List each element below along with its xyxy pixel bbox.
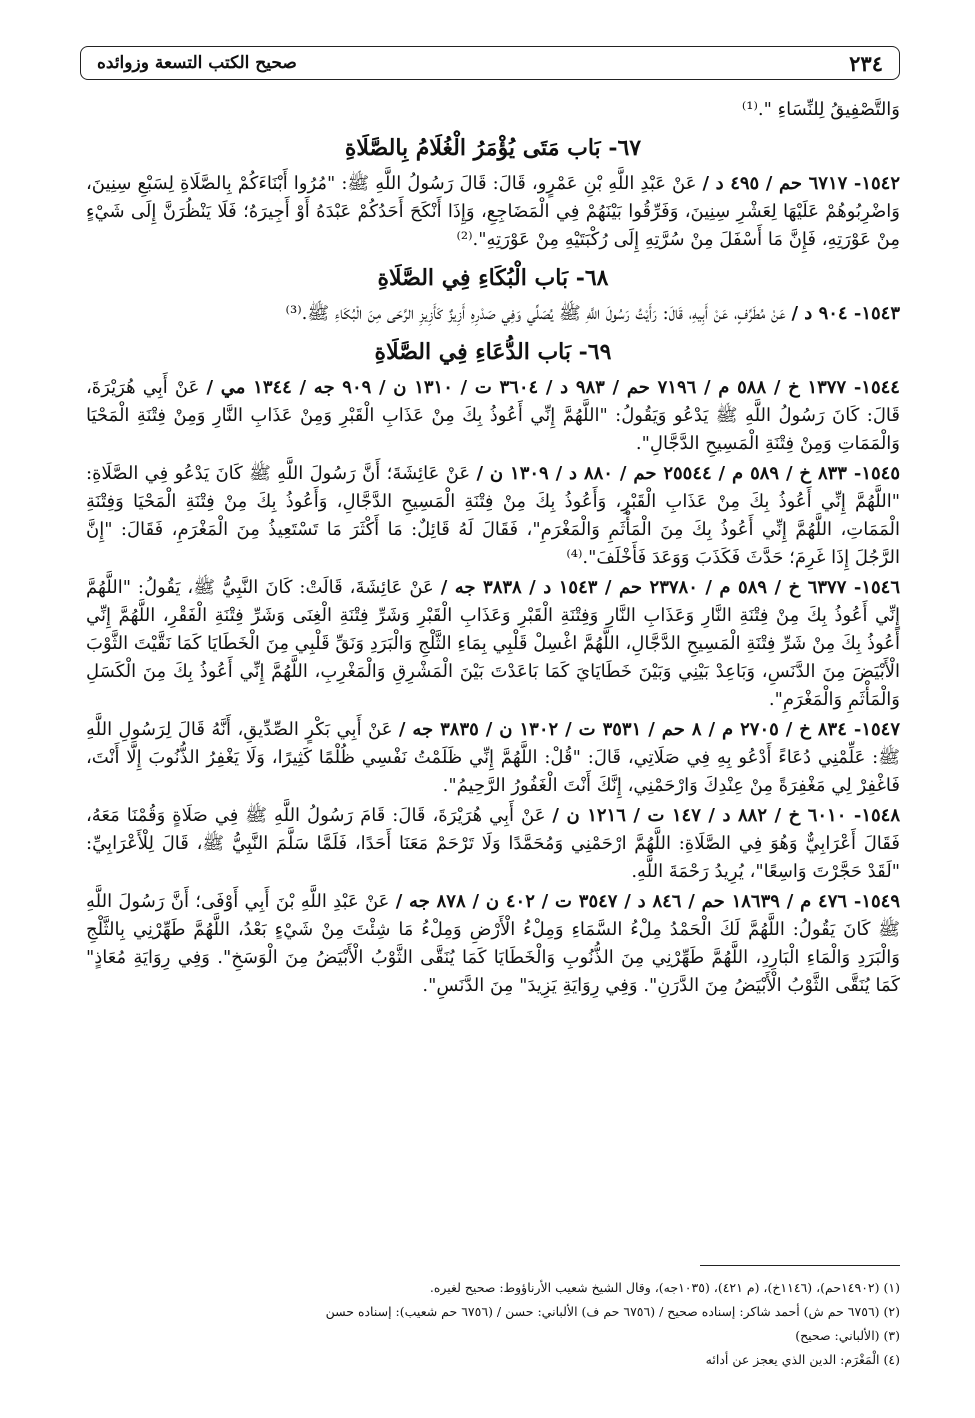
hadith-1545-ref: ١٥٤٥- ٨٣٣ خ / ٥٨٩ م / ٢٥٥٤٤ حم / ٨٨٠ د / ١٣٠٩ ن / <box>476 463 900 484</box>
hadith-1546-ref: ١٥٤٦- ٦٣٧٧ خ / ٥٨٩ م / ٢٣٧٨٠ حم / ١٥٤٣ د / ٣٨٣٨ جه / <box>440 577 900 598</box>
hadith-1549 <box>86 888 900 1000</box>
hadith-1549-ref: ١٥٤٩- ٤٧٦ م / ١٨٦٣٩ حم / ٨٤٦ د / ٣٥٤٧ ت / ٤٠٢ ن / ٨٧٨ جه / <box>395 891 901 912</box>
chapter-68-title: ٦٨- بَاب الْبُكَاءِ فِي الصَّلَاةِ <box>377 265 609 291</box>
hadith-1545 <box>86 460 900 572</box>
footnote-2: (٢) (٦٧٥٦ حم ش) أحمد شاكر: إسناده صحيح / (٦٧٥٦ حم ف) الألباني: حسن / (٦٧٥٦ حم شعيب): إسناده حسن <box>325 1304 900 1319</box>
hadith-1544 <box>86 374 900 458</box>
page-body <box>86 96 900 1002</box>
hadith-1546 <box>86 574 900 714</box>
hadith-1547-text: عَنْ أَبِي بَكْرٍ الصِّدِّيقِ، أَنَّهُ قَالَ لِرَسُولِ اللَّهِ ﷺ: عَلِّمْنِي دُعَاءً أَدْعُو بِهِ فِي صَلَاتِي، قَالَ: "قُلْ: اللَّهُمَّ إِنِّي ظَلَمْتُ نَفْسِي ظُلْمًا كَثِيرًا، وَلَا يَغْفِرُ الذُّنُوبَ إِلَّا أَنْتَ، فَاغْفِرْ لِي مَغْفِرَةً مِنْ عِنْدِكَ وَارْحَمْنِي، إِنَّكَ أَنْتَ الْغَفُورُ الرَّحِيمُ". <box>86 719 900 796</box>
hadith-1543-text: عَنْ مُطَرِّفٍ، عَنْ أَبِيهِ، قَالَ: رَأَيْتُ رَسُولَ اللَّهِ ﷺ يُصَلِّي وَفِي صَدْرِهِ أَزِيزٌ كَأَزِيزِ الرَّحَى مِنَ الْبُكَاءِ ﷺ.⁽³⁾ <box>285 303 786 324</box>
hadith-1546-text: عَنْ عَائِشَةَ، قَالَتْ: كَانَ النَّبِيُّ ﷺ، يَقُولُ: "اللَّهُمَّ إِنِّي أَعُوذُ بِكَ مِنْ فِتْنَةِ النَّارِ وَعَذَابِ النَّارِ وَفِتْنَةِ الْقَبْرِ وَعَذَابِ الْقَبْرِ وَشَرِّ فِتْنَةِ الْغِنَى وَشَرِّ فِتْنَةِ الْفَقْرِ، اللَّهُمَّ إِنِّي أَعُوذُ بِكَ مِنْ شَرِّ فِتْنَةِ الْمَسِيحِ الدَّجَّالِ، اللَّهُمَّ اغْسِلْ قَلْبِي بِمَاءِ الثَّلْجِ وَالْبَرَدِ وَنَقِّ قَلْبِي مِنَ الْخَطَايَا كَمَا نَقَّيْتَ الثَّوْبَ الْأَبْيَضَ مِنَ الدَّنَسِ، وَبَاعِدْ بَيْنِي وَبَيْنَ خَطَايَايَ كَمَا بَاعَدْتَ بَيْنَ الْمَشْرِقِ وَالْمَغْرِبِ، اللَّهُمَّ إِنِّي أَعُوذُ بِكَ مِنَ الْكَسَلِ وَالْمَأْثَمِ وَالْمَغْرَمِ". <box>86 577 900 710</box>
book-title: صحيح الكتب التسعة وزوائده <box>97 53 297 73</box>
hadith-1543 <box>86 300 900 328</box>
chapter-69-title: ٦٩- بَاب الدُّعَاءِ فِي الصَّلَاةِ <box>374 339 612 365</box>
hadith-1545-text: عَنْ عَائِشَةَ؛ أَنَّ رَسُولَ اللَّهِ ﷺ كَانَ يَدْعُو فِي الصَّلَاةِ: "اللَّهُمَّ إِنِّي أَعُوذُ بِكَ مِنْ عَذَابِ الْقَبْرِ، وَأَعُوذُ بِكَ مِنْ فِتْنَةِ الْمَسِيحِ الدَّجَّالِ، وَأَعُوذُ بِكَ مِنْ فِتْنَةِ الْمَحْيَا وَفِتْنَةِ الْمَمَاتِ، اللَّهُمَّ إِنِّي أَعُوذُ بِكَ مِنَ الْمَأْثَمِ وَالْمَغْرَمِ"، فَقَالَ لَهُ قَائِلٌ: مَا أَكْثَرَ مَا تَسْتَعِيذُ مِنَ الْمَغْرَمِ، فَقَالَ: "إِنَّ الرَّجُلَ إِذَا غَرِمَ؛ حَدَّثَ فَكَذَبَ وَوَعَدَ فَأَخْلَفَ".⁽⁴⁾ <box>86 463 900 568</box>
page-number: ٢٣٤ <box>849 50 883 76</box>
continuation-text: وَالتَّصْفِيقُ لِلنِّسَاءِ ".⁽¹⁾ <box>741 99 900 120</box>
hadith-1548-text: عَنْ أَبِي هُرَيْرَةَ، قَالَ: قَامَ رَسُولُ اللَّهِ ﷺ فِي صَلَاةٍ وَقُمْنَا مَعَهُ، فَقَالَ أَعْرَابِيٌّ وَهُوَ فِي الصَّلَاةِ: اللَّهُمَّ ارْحَمْنِي وَمُحَمَّدًا وَلَا تَرْحَمْ مَعَنَا أَحَدًا، فَلَمَّا سَلَّمَ النَّبِيُّ ﷺ، قَالَ لِلْأَعْرَابِيِّ: "لَقَدْ حَجَّرْتَ وَاسِعًا"، يُرِيدُ رَحْمَةَ اللَّهِ. <box>86 805 900 882</box>
hadith-1549-text: عَنْ عَبْدِ اللَّهِ بْنَ أَبِي أَوْفَى؛ أَنَّ رَسُولَ اللَّهِ ﷺ كَانَ يَقُولُ: اللَّهُمَّ لَكَ الْحَمْدُ مِلْءُ السَّمَاءِ وَمِلْءُ الْأَرْضِ وَمِلْءُ مَا شِئْتَ مِنْ شَيْءٍ بَعْدُ، اللَّهُمَّ طَهِّرْنِي بِالثَّلْجِ وَالْبَرَدِ وَالْمَاءِ الْبَارِدِ، اللَّهُمَّ طَهِّرْنِي مِنَ الذُّنُوبِ وَالْخَطَايَا كَمَا يُنَقَّى الثَّوْبُ الْأَبْيَضُ مِنَ الْوَسَخِ". وَفِي رِوَايَةِ مُعَاذٍ" كَمَا يُنَقَّى الثَّوْبُ الْأَبْيَضُ مِنَ الدَّرَنِ". وَفِي رِوَايَةِ يَزِيدَ" مِنَ الدَّنَسِ". <box>86 891 901 996</box>
hadith-1542 <box>86 170 900 254</box>
chapter-67-title: ٦٧- بَاب مَتَى يُؤْمَرُ الْغُلَامُ بِالصَّلَاةِ <box>344 135 642 161</box>
hadith-1547 <box>86 716 900 800</box>
hadith-1547-ref: ١٥٤٧- ٨٣٤ خ / ٢٧٠٥ م / ٨ حم / ٣٥٣١ ت / ١٣٠٢ ن / ٣٨٣٥ جه / <box>398 719 900 740</box>
hadith-1542-ref: ١٥٤٢- ٦٧١٧ حم / ٤٩٥ د / <box>702 173 901 194</box>
hadith-1548-ref: ١٥٤٨- ٦٠١٠ خ / ٨٨٢ د / ١٤٧ ت / ١٢١٦ ن / <box>552 805 900 826</box>
footnote-divider <box>700 1265 900 1266</box>
footnotes <box>86 1276 900 1372</box>
hadith-1548 <box>86 802 900 886</box>
footnote-3: (٣) (الألباني: صحيح) <box>795 1328 900 1343</box>
hadith-1543-ref: ١٥٤٣- ٩٠٤ د / <box>791 303 900 324</box>
hadith-1542-text: عَنْ عَبْدِ اللَّهِ بْنِ عَمْرٍو، قَالَ: قَالَ رَسُولُ اللَّهِ ﷺ: "مُرُوا أَبْنَاءَكُمْ بِالصَّلَاةِ لِسَبْعِ سِنِينَ، وَاضْرِبُوهُمْ عَلَيْهَا لِعَشْرِ سِنِينَ، وَفَرِّقُوا بَيْنَهُمْ فِي الْمَضَاجِعِ، وَإِذَا أَنْكَحَ أَحَدُكُمْ عَبْدَهُ أَوْ أَجِيرَهُ؛ فَلَا يَنْظُرَنَّ إِلَى شَيْءٍ مِنْ عَوْرَتِهِ، فَإِنَّ مَا أَسْفَلَ مِنْ سُرَّتِهِ إِلَى رُكْبَتَيْهِ مِنْ عَوْرَتِهِ".⁽²⁾ <box>86 173 900 250</box>
footnote-1: (١) (١٤٩٠٢حم)، (١١٤٦خ)، (م ٤٢١)، (١٠٣٥جه)، وقال الشيخ شعيب الأرناؤوط: صحيح لغيره. <box>429 1280 900 1295</box>
footnote-4: (٤) الْمَغْرَم: الدين الذي يعجز عن أدائه <box>705 1352 900 1367</box>
hadith-1544-text: عَنْ أَبِي هُرَيْرَةَ، قَالَ: كَانَ رَسُولُ اللَّهِ ﷺ يَدْعُو وَيَقُولُ: "اللَّهُمَّ إِنِّي أَعُوذُ بِكَ مِنْ عَذَابِ الْقَبْرِ وَمِنْ عَذَابِ النَّارِ وَمِنْ فِتْنَةِ الْمَحْيَا وَالْمَمَاتِ وَمِنْ فِتْنَةِ الْمَسِيحِ الدَّجَّالِ". <box>86 377 900 454</box>
page-header <box>80 46 900 80</box>
hadith-1544-ref: ١٥٤٤- ١٣٧٧ خ / ٥٨٨ م / ٧١٩٦ حم / ٩٨٣ د / ٣٦٠٤ ت / ١٣١٠ ن / ٩٠٩ جه / ١٣٤٤ مي / <box>206 377 900 398</box>
